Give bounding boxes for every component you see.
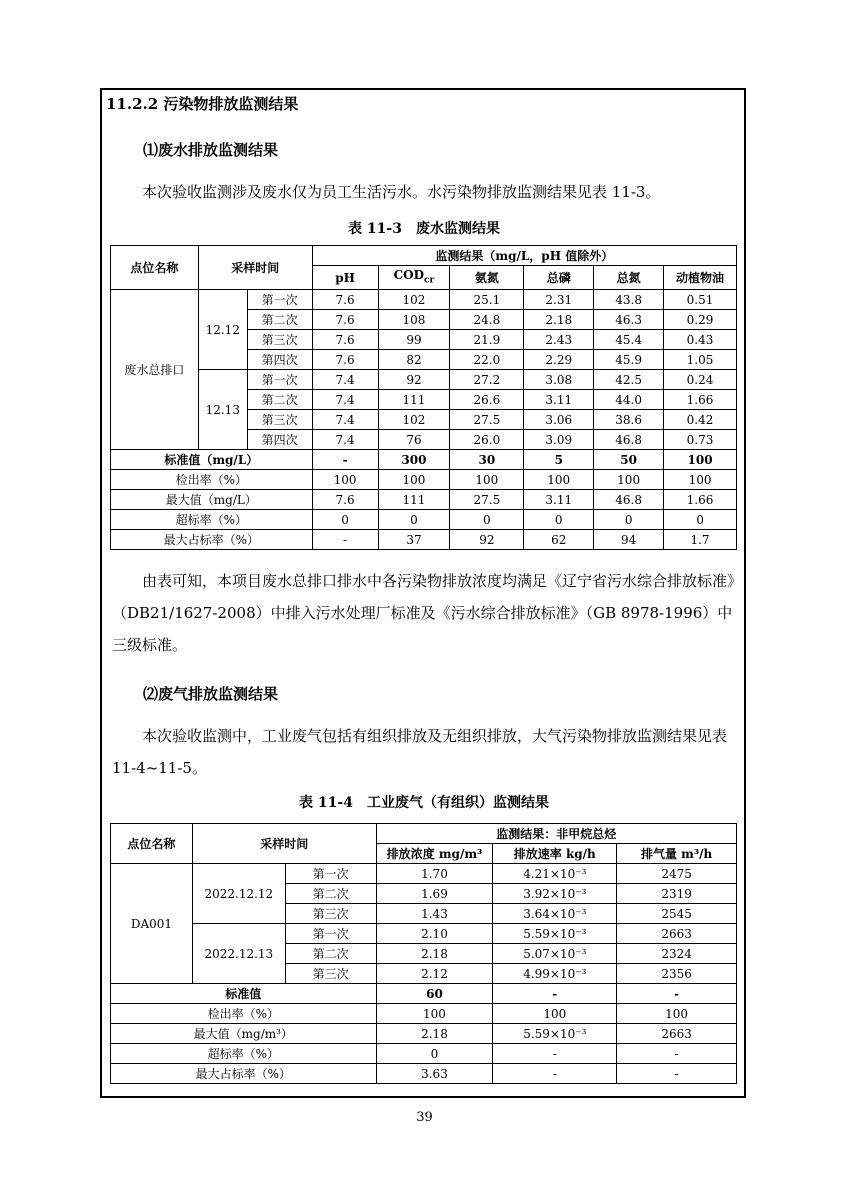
summary-value-cell: -	[493, 984, 617, 1004]
value-cell: 2.29	[524, 350, 594, 370]
summary-value-cell: 100	[664, 470, 737, 490]
value-cell: 76	[378, 430, 450, 450]
date-cell: 12.12	[198, 290, 247, 370]
summary-value-cell: 50	[594, 450, 664, 470]
summary-row	[111, 450, 737, 470]
summary-value-cell: 1.66	[664, 490, 737, 510]
gas-table-body	[111, 864, 737, 1084]
gas-intro: 本次验收监测中，工业废气包括有组织排放及无组织排放，大气污染物排放监测结果见表 11-4~11-5。	[112, 727, 728, 777]
value-cell: 3.06	[524, 410, 594, 430]
value-cell: 102	[378, 410, 450, 430]
summary-value-cell: 100	[617, 1004, 737, 1024]
wastewater-table	[110, 245, 737, 550]
summary-value-cell: 94	[594, 530, 664, 550]
value-cell: 2324	[617, 944, 737, 964]
gas-header-point: 点位名称	[111, 824, 193, 864]
value-cell: 1.66	[664, 390, 737, 410]
value-cell: 2.31	[524, 290, 594, 310]
gas-col-volume: 排气量 m³/h	[617, 844, 737, 864]
summary-value-cell: 7.6	[312, 490, 378, 510]
value-cell: 92	[378, 370, 450, 390]
value-cell: 5.07×10⁻³	[493, 944, 617, 964]
value-cell: 3.11	[524, 390, 594, 410]
sample-number-cell: 第四次	[247, 430, 312, 450]
summary-value-cell: 0	[594, 510, 664, 530]
summary-value-cell: -	[312, 530, 378, 550]
page-number: 39	[416, 1110, 433, 1125]
col-ph: pH	[312, 266, 378, 290]
value-cell: 3.09	[524, 430, 594, 450]
value-cell: 2.10	[376, 924, 493, 944]
sample-number-cell: 第一次	[285, 924, 376, 944]
value-cell: 27.2	[450, 370, 524, 390]
wastewater-heading: ⑴废水排放监测结果	[143, 141, 279, 159]
value-cell: 26.0	[450, 430, 524, 450]
summary-row	[111, 470, 737, 490]
value-cell: 2.18	[524, 310, 594, 330]
value-cell: 7.4	[312, 410, 378, 430]
header-time: 采样时间	[198, 246, 312, 290]
sample-number-cell: 第三次	[285, 964, 376, 984]
summary-value-cell: 100	[594, 470, 664, 490]
summary-value-cell: 100	[376, 1004, 493, 1024]
gas-col-rate: 排放速率 kg/h	[493, 844, 617, 864]
summary-value-cell: 100	[312, 470, 378, 490]
value-cell: 7.4	[312, 390, 378, 410]
value-cell: 0.51	[664, 290, 737, 310]
summary-value-cell: 27.5	[450, 490, 524, 510]
summary-row	[111, 984, 737, 1004]
value-cell: 0.29	[664, 310, 737, 330]
value-cell: 2356	[617, 964, 737, 984]
point-name-cell: DA001	[111, 864, 193, 984]
summary-value-cell: 0	[378, 510, 450, 530]
gas-table-caption: 表 11-4 工业废气（有组织）监测结果	[299, 795, 549, 811]
value-cell: 0.43	[664, 330, 737, 350]
col-tn: 总氮	[594, 266, 664, 290]
summary-value-cell: 62	[524, 530, 594, 550]
sample-number-cell: 第二次	[285, 884, 376, 904]
summary-value-cell: 0	[450, 510, 524, 530]
value-cell: 102	[378, 290, 450, 310]
value-cell: 82	[378, 350, 450, 370]
value-cell: 46.8	[594, 430, 664, 450]
summary-value-cell: -	[617, 1064, 737, 1084]
summary-value-cell: 100	[664, 450, 737, 470]
summary-value-cell: 1.7	[664, 530, 737, 550]
summary-value-cell: 0	[312, 510, 378, 530]
date-cell: 2022.12.13	[192, 924, 285, 984]
summary-value-cell: -	[617, 1044, 737, 1064]
summary-value-cell: 60	[376, 984, 493, 1004]
table-row	[111, 924, 737, 944]
gas-col-concentration: 排放浓度 mg/m³	[376, 844, 493, 864]
date-cell: 12.13	[198, 370, 247, 450]
summary-value-cell: 46.8	[594, 490, 664, 510]
summary-label-cell: 超标率（%）	[111, 510, 313, 530]
summary-value-cell: -	[312, 450, 378, 470]
value-cell: 1.43	[376, 904, 493, 924]
value-cell: 0.42	[664, 410, 737, 430]
value-cell: 43.8	[594, 290, 664, 310]
summary-row	[111, 530, 737, 550]
header-results: 监测结果（mg/L，pH 值除外）	[312, 246, 736, 266]
sample-number-cell: 第一次	[247, 370, 312, 390]
value-cell: 38.6	[594, 410, 664, 430]
value-cell: 1.69	[376, 884, 493, 904]
value-cell: 7.4	[312, 430, 378, 450]
value-cell: 7.6	[312, 330, 378, 350]
value-cell: 108	[378, 310, 450, 330]
value-cell: 27.5	[450, 410, 524, 430]
summary-label-cell: 最大值（mg/m³）	[111, 1024, 377, 1044]
summary-value-cell: 300	[378, 450, 450, 470]
wastewater-table-body	[111, 290, 737, 550]
value-cell: 2545	[617, 904, 737, 924]
summary-label-cell: 最大占标率（%）	[111, 530, 313, 550]
summary-value-cell: 100	[450, 470, 524, 490]
summary-value-cell: 5.59×10⁻³	[493, 1024, 617, 1044]
summary-value-cell: 37	[378, 530, 450, 550]
col-oil: 动植物油	[664, 266, 737, 290]
value-cell: 2.12	[376, 964, 493, 984]
summary-label-cell: 检出率（%）	[111, 1004, 377, 1024]
summary-value-cell: 100	[524, 470, 594, 490]
value-cell: 2.43	[524, 330, 594, 350]
summary-value-cell: 0	[376, 1044, 493, 1064]
summary-row	[111, 1024, 737, 1044]
value-cell: 21.9	[450, 330, 524, 350]
value-cell: 2319	[617, 884, 737, 904]
col-ammonia: 氨氮	[450, 266, 524, 290]
sample-number-cell: 第二次	[247, 390, 312, 410]
summary-value-cell: 100	[493, 1004, 617, 1024]
sample-number-cell: 第一次	[285, 864, 376, 884]
gas-header-results: 监测结果：非甲烷总烃	[376, 824, 736, 844]
value-cell: 3.92×10⁻³	[493, 884, 617, 904]
point-name-cell: 废水总排口	[111, 290, 199, 450]
summary-value-cell: -	[493, 1044, 617, 1064]
gas-table	[110, 823, 737, 1084]
sample-number-cell: 第四次	[247, 350, 312, 370]
value-cell: 22.0	[450, 350, 524, 370]
value-cell: 7.6	[312, 310, 378, 330]
summary-label-cell: 标准值	[111, 984, 377, 1004]
summary-value-cell: 0	[664, 510, 737, 530]
wastewater-conclusion: 由表可知，本项目废水总排口排水中各污染物排放浓度均满足《辽宁省污水综合排放标准》（DB21/1627-2008）中排入污水处理厂标准及《污水综合排放标准》（GB 8978-1996）中三级标准。	[112, 572, 735, 654]
value-cell: 2663	[617, 924, 737, 944]
summary-value-cell: 0	[524, 510, 594, 530]
value-cell: 4.99×10⁻³	[493, 964, 617, 984]
sample-number-cell: 第三次	[285, 904, 376, 924]
value-cell: 44.0	[594, 390, 664, 410]
summary-label-cell: 超标率（%）	[111, 1044, 377, 1064]
summary-value-cell: 2.18	[376, 1024, 493, 1044]
value-cell: 1.05	[664, 350, 737, 370]
summary-label-cell: 最大占标率（%）	[111, 1064, 377, 1084]
header-point: 点位名称	[111, 246, 199, 290]
table-row	[111, 864, 737, 884]
summary-value-cell: 30	[450, 450, 524, 470]
value-cell: 25.1	[450, 290, 524, 310]
value-cell: 3.64×10⁻³	[493, 904, 617, 924]
summary-row	[111, 1044, 737, 1064]
value-cell: 0.73	[664, 430, 737, 450]
summary-row	[111, 1004, 737, 1024]
summary-row	[111, 490, 737, 510]
summary-value-cell: -	[493, 1064, 617, 1084]
sample-number-cell: 第三次	[247, 410, 312, 430]
gas-heading: ⑵废气排放监测结果	[143, 685, 279, 703]
section-title: 11.2.2 污染物排放监测结果	[106, 95, 299, 113]
date-cell: 2022.12.12	[192, 864, 285, 924]
col-cod: $COD_{cr}$	[378, 266, 450, 290]
summary-value-cell: 92	[450, 530, 524, 550]
value-cell: 7.4	[312, 370, 378, 390]
summary-label-cell: 标准值（mg/L）	[111, 450, 313, 470]
value-cell: 42.5	[594, 370, 664, 390]
value-cell: 3.08	[524, 370, 594, 390]
sample-number-cell: 第三次	[247, 330, 312, 350]
summary-label-cell: 最大值（mg/L）	[111, 490, 313, 510]
value-cell: 1.70	[376, 864, 493, 884]
wastewater-intro: 本次验收监测涉及废水仅为员工生活污水。水污染物排放监测结果见表 11-3。	[142, 183, 661, 201]
summary-value-cell: 100	[378, 470, 450, 490]
value-cell: 2.18	[376, 944, 493, 964]
value-cell: 0.24	[664, 370, 737, 390]
value-cell: 2475	[617, 864, 737, 884]
value-cell: 111	[378, 390, 450, 410]
value-cell: 45.4	[594, 330, 664, 350]
summary-row	[111, 510, 737, 530]
col-tp: 总磷	[524, 266, 594, 290]
summary-value-cell: 3.11	[524, 490, 594, 510]
value-cell: 99	[378, 330, 450, 350]
value-cell: 45.9	[594, 350, 664, 370]
sample-number-cell: 第二次	[285, 944, 376, 964]
value-cell: 4.21×10⁻³	[493, 864, 617, 884]
value-cell: 46.3	[594, 310, 664, 330]
table-row	[111, 370, 737, 390]
value-cell: 7.6	[312, 290, 378, 310]
summary-value-cell: 2663	[617, 1024, 737, 1044]
summary-value-cell: -	[617, 984, 737, 1004]
value-cell: 5.59×10⁻³	[493, 924, 617, 944]
gas-header-time: 采样时间	[192, 824, 376, 864]
value-cell: 26.6	[450, 390, 524, 410]
summary-value-cell: 5	[524, 450, 594, 470]
value-cell: 7.6	[312, 350, 378, 370]
summary-label-cell: 检出率（%）	[111, 470, 313, 490]
value-cell: 24.8	[450, 310, 524, 330]
table-row	[111, 290, 737, 310]
sample-number-cell: 第一次	[247, 290, 312, 310]
summary-value-cell: 111	[378, 490, 450, 510]
sample-number-cell: 第二次	[247, 310, 312, 330]
wastewater-table-caption: 表 11-3 废水监测结果	[348, 221, 500, 237]
summary-row	[111, 1064, 737, 1084]
summary-value-cell: 3.63	[376, 1064, 493, 1084]
